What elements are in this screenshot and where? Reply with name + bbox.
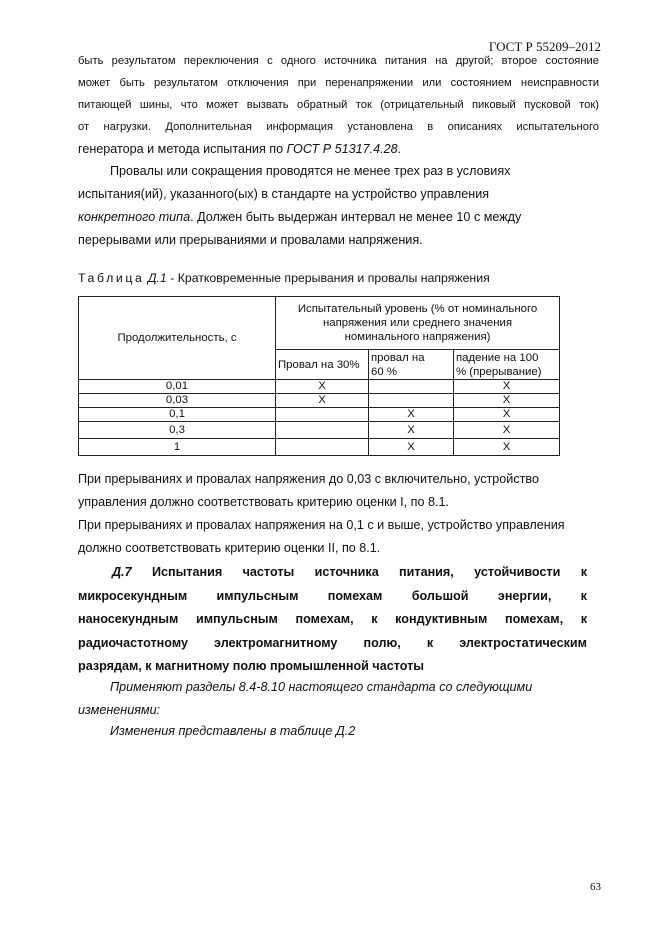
header-line: падение на 100	[456, 351, 539, 364]
cell-dip-60: X	[369, 422, 454, 439]
text-line: от нагрузки. Дополнительная информация установлена в описаниях испытательного	[78, 121, 599, 133]
table-caption-title: - Кратковременные прерывания и провалы напряжения	[166, 271, 490, 285]
header-line: Испытательный уровень (% от номинального	[297, 303, 538, 315]
cell-drop-100: X	[454, 439, 560, 456]
text-line	[78, 210, 521, 224]
heading-line	[78, 561, 587, 585]
text-line: может быть результатом отключения при перенапряжении или состоянием неисправности	[78, 77, 599, 89]
page-number: 63	[590, 881, 601, 893]
header-drop-100	[454, 350, 560, 380]
header-line: % (прерывание)	[456, 365, 542, 378]
text-fragment: .	[397, 142, 402, 156]
text-line: быть результатом переключения с одного источника питания на другой; второе состояние	[78, 55, 599, 67]
cell-duration: 0,3	[79, 422, 276, 439]
header-line: 60 %	[371, 365, 397, 378]
header-line: напряжения или среднего значения	[322, 317, 513, 329]
cell-duration: 0,1	[79, 408, 276, 422]
cell-dip-60	[369, 380, 454, 394]
cell-dip-60: X	[369, 439, 454, 456]
header-line: провал на	[371, 351, 425, 364]
standard-reference: ГОСТ Р 51317.4.28	[286, 142, 398, 156]
heading-text: Испытания частоты источника питания, устойчивости к	[131, 565, 587, 579]
header-duration: Продолжительность, с	[79, 297, 276, 380]
text-line: Провалы или сокращения проводятся не менее трех раз в условиях	[110, 164, 511, 178]
text-line: перерывами или прерываниями и провалами напряжения.	[78, 233, 423, 247]
cell-drop-100: X	[454, 422, 560, 439]
cell-dip-60: X	[369, 408, 454, 422]
text-line: управления должно соответствовать критерию оценки I, по 8.1.	[78, 495, 449, 509]
header-dip-60	[369, 350, 454, 380]
cell-dip-60	[369, 394, 454, 408]
cell-dip-30	[276, 422, 369, 439]
cell-dip-30	[276, 439, 369, 456]
heading-line: разрядам, к магнитному полю промышленной частоты	[78, 659, 425, 673]
section-number: Д.7	[112, 565, 132, 579]
text-line: испытания(ий), указанного(ых) в стандарте на устройство управления	[78, 187, 490, 201]
text-line: питающей шины, что может вызвать обратный ток (отрицательный пиковый пусковой ток)	[78, 99, 599, 111]
text-line: Применяют разделы 8.4-8.10 настоящего стандарта со следующими	[110, 680, 533, 694]
header-dip-30: Провал на 30%	[276, 350, 369, 380]
text-line: При прерываниях и провалах напряжения на 0,1 с и выше, устройство управления	[78, 518, 565, 532]
table-caption	[78, 271, 490, 285]
cell-drop-100: X	[454, 380, 560, 394]
cell-dip-30: X	[276, 394, 369, 408]
cell-drop-100: X	[454, 394, 560, 408]
table-caption-word: Таблица	[78, 271, 145, 285]
text-line: Изменения представлены в таблице Д.2	[110, 724, 356, 738]
header-line: номинального напряжения)	[344, 331, 491, 343]
text-line: изменениями:	[78, 703, 161, 717]
text-fragment: генератора и метода испытания по	[78, 142, 287, 156]
text-fragment: . Должен быть выдержан интервал не менее 10 с между	[190, 210, 522, 224]
standard-header: ГОСТ Р 55209–2012	[488, 39, 601, 54]
section-heading	[78, 561, 587, 679]
text-line	[78, 138, 599, 160]
table-row	[79, 408, 560, 422]
table-row	[79, 380, 560, 394]
paragraph-continuation	[78, 50, 599, 160]
text-line: При прерываниях и провалах напряжения до 0,03 с включительно, устройство	[78, 472, 539, 486]
cell-duration: 0,01	[79, 380, 276, 394]
cell-drop-100: X	[454, 408, 560, 422]
cell-dip-30: X	[276, 380, 369, 394]
cell-dip-30	[276, 408, 369, 422]
table-caption-number: Д.1	[147, 271, 167, 285]
heading-line: радиочастотному электромагнитному полю, к электростатическим	[78, 635, 587, 650]
interruptions-table	[78, 296, 560, 456]
heading-line: микросекундным импульсным помехам большой энергии, к	[78, 588, 587, 603]
table-row	[79, 394, 560, 408]
cell-duration: 1	[79, 439, 276, 456]
cell-duration: 0,03	[79, 394, 276, 408]
table-row	[79, 439, 560, 456]
header-test-level	[276, 297, 560, 350]
text-fragment-italic: конкретного типа	[78, 210, 191, 224]
table-row	[79, 422, 560, 439]
heading-line: наносекундным импульсным помехам, к кондуктивным помехам, к	[78, 612, 587, 626]
text-line: должно соответствовать критерию оценки II, по 8.1.	[78, 541, 381, 555]
